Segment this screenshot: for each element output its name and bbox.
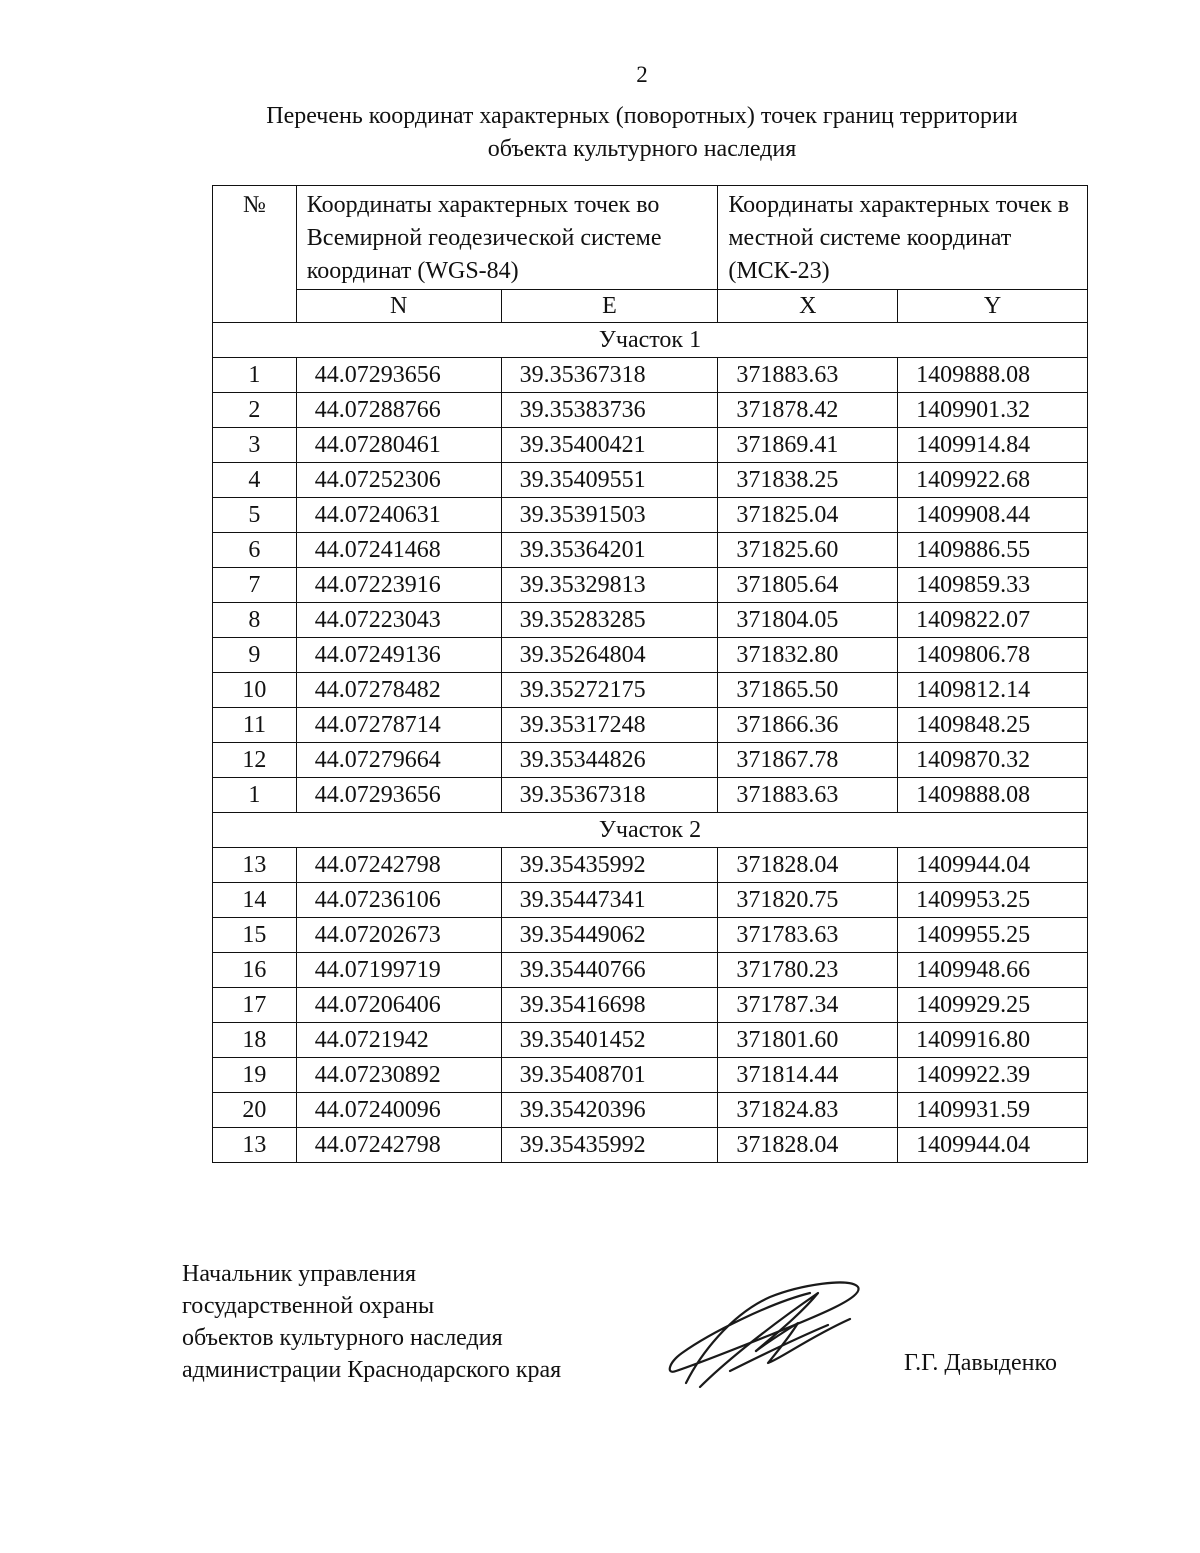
- table-row: [213, 848, 1088, 883]
- cell-n: 44.07288766: [296, 393, 501, 428]
- cell-x: 371883.63: [718, 358, 898, 393]
- cell-n: 44.07242798: [296, 848, 501, 883]
- table-row: [213, 1093, 1088, 1128]
- cell-no: 1: [213, 358, 297, 393]
- section-header-row: [213, 813, 1088, 848]
- table-row: [213, 463, 1088, 498]
- section-header-row: [213, 323, 1088, 358]
- cell-n: 44.07242798: [296, 1128, 501, 1163]
- cell-n: 44.07240631: [296, 498, 501, 533]
- cell-no: 10: [213, 673, 297, 708]
- cell-no: 18: [213, 1023, 297, 1058]
- header-y: Y: [898, 290, 1088, 323]
- cell-n: 44.07279664: [296, 743, 501, 778]
- cell-e: 39.35435992: [501, 848, 718, 883]
- cell-y: 1409886.55: [898, 533, 1088, 568]
- cell-y: 1409929.25: [898, 988, 1088, 1023]
- cell-y: 1409901.32: [898, 393, 1088, 428]
- cell-x: 371825.60: [718, 533, 898, 568]
- cell-no: 7: [213, 568, 297, 603]
- cell-e: 39.35449062: [501, 918, 718, 953]
- title-line-2: объекта культурного наследия: [487, 136, 797, 162]
- signatory-line-3: объектов культурного наследия: [182, 1325, 503, 1351]
- cell-x: 371814.44: [718, 1058, 898, 1093]
- cell-no: 13: [213, 848, 297, 883]
- table-row: [213, 358, 1088, 393]
- cell-x: 371828.04: [718, 1128, 898, 1163]
- cell-e: 39.35440766: [501, 953, 718, 988]
- cell-y: 1409914.84: [898, 428, 1088, 463]
- cell-e: 39.35416698: [501, 988, 718, 1023]
- signatory-line-1: Начальник управления: [182, 1261, 417, 1287]
- signatory-position: [182, 1258, 561, 1386]
- cell-x: 371832.80: [718, 638, 898, 673]
- cell-no: 12: [213, 743, 297, 778]
- cell-n: 44.07278714: [296, 708, 501, 743]
- cell-e: 39.35409551: [501, 463, 718, 498]
- cell-e: 39.35400421: [501, 428, 718, 463]
- table-row: [213, 778, 1088, 813]
- cell-no: 16: [213, 953, 297, 988]
- cell-e: 39.35367318: [501, 778, 718, 813]
- cell-e: 39.35447341: [501, 883, 718, 918]
- cell-y: 1409922.68: [898, 463, 1088, 498]
- cell-e: 39.35283285: [501, 603, 718, 638]
- header-number: №: [213, 186, 297, 323]
- cell-no: 3: [213, 428, 297, 463]
- header-n: N: [296, 290, 501, 323]
- cell-n: 44.07230892: [296, 1058, 501, 1093]
- header-msk23-group: Координаты характерных точек в местной системе координат (МСК-23): [718, 186, 1088, 290]
- cell-x: 371783.63: [718, 918, 898, 953]
- table-row: [213, 568, 1088, 603]
- cell-n: 44.07278482: [296, 673, 501, 708]
- cell-y: 1409806.78: [898, 638, 1088, 673]
- header-e: E: [501, 290, 718, 323]
- cell-x: 371805.64: [718, 568, 898, 603]
- cell-no: 1: [213, 778, 297, 813]
- cell-no: 8: [213, 603, 297, 638]
- table-row: [213, 533, 1088, 568]
- cell-n: 44.07236106: [296, 883, 501, 918]
- cell-y: 1409931.59: [898, 1093, 1088, 1128]
- table-row: [213, 393, 1088, 428]
- cell-n: 44.07252306: [296, 463, 501, 498]
- table-row: [213, 428, 1088, 463]
- cell-no: 4: [213, 463, 297, 498]
- cell-n: 44.07280461: [296, 428, 501, 463]
- cell-e: 39.35408701: [501, 1058, 718, 1093]
- table-row: [213, 743, 1088, 778]
- cell-x: 371838.25: [718, 463, 898, 498]
- cell-x: 371787.34: [718, 988, 898, 1023]
- cell-y: 1409916.80: [898, 1023, 1088, 1058]
- signatory-line-2: государственной охраны: [182, 1293, 435, 1319]
- cell-x: 371866.36: [718, 708, 898, 743]
- cell-e: 39.35264804: [501, 638, 718, 673]
- cell-n: 44.07240096: [296, 1093, 501, 1128]
- handwritten-signature: [660, 1275, 880, 1395]
- cell-n: 44.07293656: [296, 778, 501, 813]
- table-row: [213, 918, 1088, 953]
- cell-n: 44.07206406: [296, 988, 501, 1023]
- cell-n: 44.0721942: [296, 1023, 501, 1058]
- cell-e: 39.35383736: [501, 393, 718, 428]
- cell-no: 17: [213, 988, 297, 1023]
- cell-e: 39.35435992: [501, 1128, 718, 1163]
- cell-no: 11: [213, 708, 297, 743]
- table-row: [213, 498, 1088, 533]
- cell-x: 371804.05: [718, 603, 898, 638]
- cell-n: 44.07249136: [296, 638, 501, 673]
- cell-x: 371801.60: [718, 1023, 898, 1058]
- cell-e: 39.35344826: [501, 743, 718, 778]
- cell-y: 1409944.04: [898, 1128, 1088, 1163]
- cell-y: 1409888.08: [898, 778, 1088, 813]
- cell-x: 371865.50: [718, 673, 898, 708]
- section-label: Участок 1: [213, 323, 1088, 358]
- cell-y: 1409822.07: [898, 603, 1088, 638]
- header-wgs84-group: Координаты характерных точек во Всемирной геодезической системе координат (WGS-84): [296, 186, 718, 290]
- cell-n: 44.07293656: [296, 358, 501, 393]
- cell-x: 371883.63: [718, 778, 898, 813]
- cell-no: 13: [213, 1128, 297, 1163]
- cell-e: 39.35329813: [501, 568, 718, 603]
- cell-no: 20: [213, 1093, 297, 1128]
- cell-n: 44.07199719: [296, 953, 501, 988]
- cell-e: 39.35317248: [501, 708, 718, 743]
- table-row: [213, 708, 1088, 743]
- cell-y: 1409908.44: [898, 498, 1088, 533]
- cell-y: 1409955.25: [898, 918, 1088, 953]
- cell-e: 39.35367318: [501, 358, 718, 393]
- cell-no: 2: [213, 393, 297, 428]
- table-row: [213, 638, 1088, 673]
- cell-n: 44.07223043: [296, 603, 501, 638]
- cell-no: 5: [213, 498, 297, 533]
- table-row: [213, 1058, 1088, 1093]
- cell-x: 371828.04: [718, 848, 898, 883]
- table-row: [213, 988, 1088, 1023]
- section-label: Участок 2: [213, 813, 1088, 848]
- cell-y: 1409812.14: [898, 673, 1088, 708]
- title-line-1: Перечень координат характерных (поворотных) точек границ территории: [266, 103, 1018, 129]
- cell-n: 44.07223916: [296, 568, 501, 603]
- cell-y: 1409859.33: [898, 568, 1088, 603]
- cell-no: 15: [213, 918, 297, 953]
- cell-y: 1409944.04: [898, 848, 1088, 883]
- cell-y: 1409953.25: [898, 883, 1088, 918]
- cell-y: 1409888.08: [898, 358, 1088, 393]
- cell-x: 371825.04: [718, 498, 898, 533]
- signatory-name: Г.Г. Давыденко: [904, 1350, 1057, 1376]
- signatory-line-4: администрации Краснодарского края: [182, 1357, 562, 1383]
- cell-y: 1409848.25: [898, 708, 1088, 743]
- cell-e: 39.35364201: [501, 533, 718, 568]
- cell-n: 44.07241468: [296, 533, 501, 568]
- table-row: [213, 603, 1088, 638]
- page-number: 2: [636, 62, 648, 87]
- table-row: [213, 673, 1088, 708]
- cell-e: 39.35391503: [501, 498, 718, 533]
- table-row: [213, 953, 1088, 988]
- document-title: [130, 100, 1154, 166]
- header-x: X: [718, 290, 898, 323]
- cell-x: 371867.78: [718, 743, 898, 778]
- cell-x: 371780.23: [718, 953, 898, 988]
- cell-y: 1409922.39: [898, 1058, 1088, 1093]
- coordinates-table: [212, 185, 1088, 1163]
- cell-y: 1409870.32: [898, 743, 1088, 778]
- cell-x: 371820.75: [718, 883, 898, 918]
- cell-no: 19: [213, 1058, 297, 1093]
- cell-y: 1409948.66: [898, 953, 1088, 988]
- cell-no: 6: [213, 533, 297, 568]
- table-row: [213, 1128, 1088, 1163]
- cell-e: 39.35401452: [501, 1023, 718, 1058]
- cell-no: 9: [213, 638, 297, 673]
- cell-e: 39.35420396: [501, 1093, 718, 1128]
- table-body: [213, 323, 1088, 1163]
- cell-x: 371878.42: [718, 393, 898, 428]
- cell-e: 39.35272175: [501, 673, 718, 708]
- cell-n: 44.07202673: [296, 918, 501, 953]
- cell-x: 371869.41: [718, 428, 898, 463]
- table-row: [213, 883, 1088, 918]
- cell-x: 371824.83: [718, 1093, 898, 1128]
- cell-no: 14: [213, 883, 297, 918]
- table-row: [213, 1023, 1088, 1058]
